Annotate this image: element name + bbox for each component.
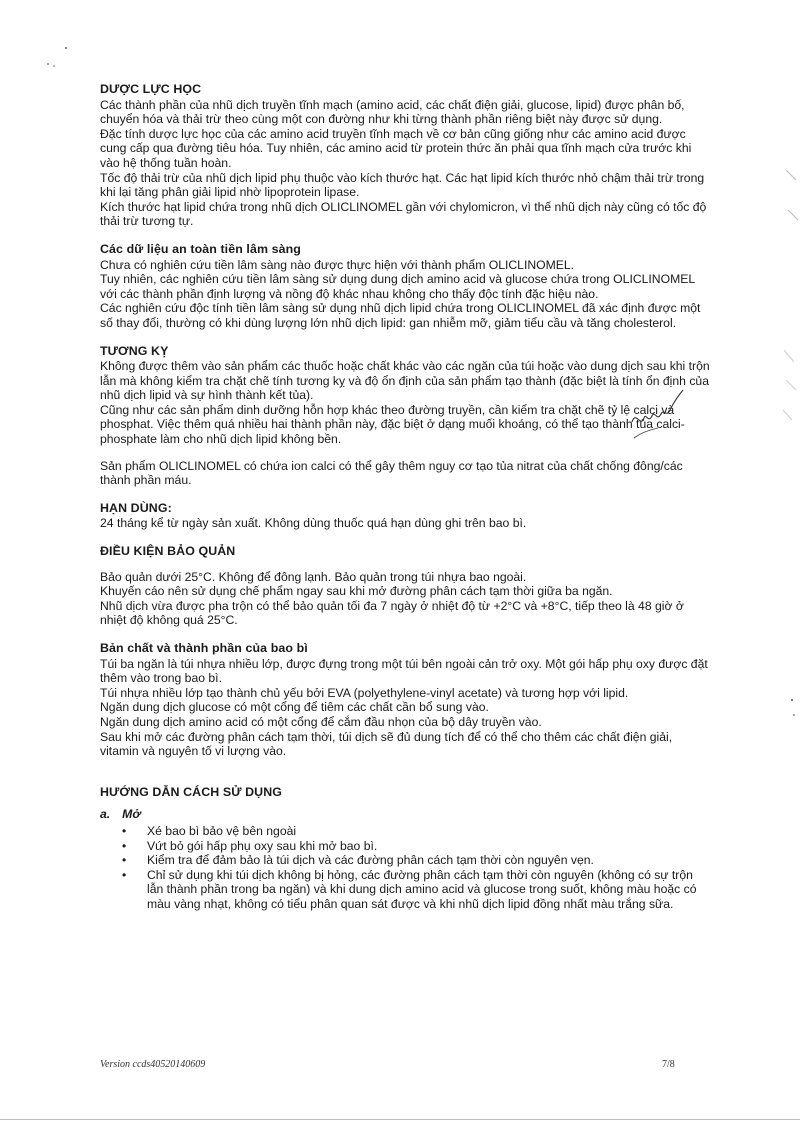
list-item: • Vứt bỏ gói hấp phụ oxy sau khi mở bao bì. (147, 839, 712, 854)
paragraph: Đặc tính dược lực học của các amino acid truyền tĩnh mạch về cơ bản cũng giống như các amino acid được cung cấp qua đường tiêu hóa. Tuy nhiên, các amino acid từ protein thức ăn phải qua tĩnh mạch cửa trước khi vào hệ thống tuần hoàn. (100, 126, 692, 170)
paragraph: Chưa có nghiên cứu tiền lâm sàng nào được thực hiện với thành phẩm OLICLINOMEL. (100, 257, 575, 272)
footer-page-number: 7/8 (662, 1059, 675, 1070)
section-incompatibilities (100, 344, 712, 488)
scan-specks (40, 40, 80, 70)
subsection-title (100, 807, 712, 822)
section-heading: DƯỢC LỰC HỌC (100, 82, 202, 96)
paragraph: Sản phẩm OLICLINOMEL có chứa ion calci có thể gây thêm nguy cơ tạo tủa nitrat của chất chống đông/các thành phần máu. (100, 458, 683, 488)
section-shelf-life (100, 501, 712, 531)
paragraph: Cũng như các sản phẩm dinh dưỡng hỗn hợp khác theo đường truyền, cần kiểm tra chặt chẽ tỷ lệ calci và phosphat. Việc thêm quá nhiều hai thành phần này, đặc biệt ở dạng muối khoáng, có thể tạo thành tủa calci-phosphate làm cho nhũ dịch lipid không bền. (100, 402, 685, 447)
paragraph: Túi ba ngăn là túi nhựa nhiều lớp, được đựng trong một túi bên ngoài cản trở oxy. Một gói hấp phụ oxy được đặt thêm vào trong bao bì. (100, 656, 708, 686)
subsection-label: Mở (122, 807, 141, 822)
section-heading: Các dữ liệu an toàn tiền lâm sàng (100, 241, 301, 256)
list-item: • Chỉ sử dụng khi túi dịch không bị hỏng, các đường phân cách tạm thời còn nguyên (không có sự trộn lẫn thành phần trong ba ngăn) và khi dung dịch amino acid và glucose trong suốt, không màu hoặc có màu vàng nhạt, không có tiểu phân quan sát được và khi nhũ dịch lipid đồng nhất màu trắng sữa. (147, 868, 712, 912)
scan-bottom-line (0, 1119, 800, 1120)
footer-version: Version ccds40520140609 (100, 1059, 206, 1070)
section-heading: TƯƠNG KỴ (100, 343, 169, 358)
paragraph: Các nghiên cứu độc tính tiền lâm sàng sử dụng nhũ dịch lipid chứa trong OLICLINOMEL đã xác định được một số thay đổi, thường có khi dùng lượng lớn nhũ dịch lipid: gan nhiễm mỡ, giảm tiểu cầu và tăng cholesterol. (100, 301, 701, 330)
paragraph: Ngăn dung dịch amino acid có một cổng để cắm đầu nhọn của bộ dây truyền vào. (100, 714, 542, 729)
paragraph: Túi nhựa nhiều lớp tạo thành chủ yếu bởi EVA (polyethylene-vinyl acetate) và tương hợp với lipid. (100, 685, 629, 700)
paragraph: Ngăn dung dịch glucose có một cổng để tiêm các chất cần bổ sung vào. (100, 700, 489, 715)
section-pharmacodynamics (100, 82, 712, 229)
section-preclinical-safety (100, 242, 712, 331)
paragraph: Các thành phần của nhũ dịch truyền tĩnh mạch (amino acid, các chất điện giải, glucose, lipid) được phân bố, chuyển hóa và thải trừ theo cùng một con đường như khi từng thành phần riêng biệt này được sử dụng. (100, 97, 685, 127)
subsection-letter: a. (100, 807, 111, 822)
paragraph: Khuyến cáo nên sử dụng chế phẩm ngay sau khi mở đường phân cách tạm thời giữa ba ngăn. (100, 584, 613, 599)
bullet-list (100, 824, 712, 912)
section-instructions (100, 785, 712, 912)
paragraph: Không được thêm vào sản phẩm các thuốc hoặc chất khác vào các ngăn của túi hoặc vào dung dịch sau khi trộn lẫn mà không kiểm tra chặt chẽ tính tương kỵ và độ ổn định của sản phẩm tạo thành (đặc biệt là tính ổn định của nhũ dịch lipid và sự hình thành kết tủa). (100, 359, 710, 403)
list-item: • Xé bao bì bảo vệ bên ngoài (147, 824, 712, 839)
section-storage (100, 544, 712, 628)
paragraph: Nhũ dịch vừa được pha trộn có thể bảo quản tối đa 7 ngày ở nhiệt độ từ +2°C và +8°C, tiếp theo là 48 giờ ở nhiệt độ không quá 25°C. (100, 598, 684, 628)
paragraph: Kích thước hạt lipid chứa trong nhũ dịch OLICLINOMEL gần với chylomicron, vì thế nhũ dịch này cũng có tốc độ thải trừ tương tự. (100, 199, 707, 229)
list-item: • Kiểm tra để đảm bảo là túi dịch và các đường phân cách tạm thời còn nguyên vẹn. (147, 853, 712, 868)
document-page (100, 82, 712, 925)
scan-edge-marks (778, 150, 800, 950)
paragraph: 24 tháng kể từ ngày sản xuất. Không dùng thuốc quá hạn dùng ghi trên bao bì. (100, 516, 527, 531)
paragraph: Sau khi mở các đường phân cách tạm thời, túi dịch sẽ đủ dung tích để có thể cho thêm các chất điện giải, vitamin và nguyên tố vi lượng vào. (100, 729, 673, 759)
paragraph: Tuy nhiên, các nghiên cứu tiền lâm sàng sử dụng dung dịch amino acid và glucose chứa trong OLICLINOMEL với các thành phần định lượng và nồng độ khác nhau không cho thấy độc tính đặc hiệu nào. (100, 272, 695, 301)
paragraph: Bảo quản dưới 25°C. Không để đông lạnh. Bảo quản trong túi nhựa bao ngoài. (100, 569, 527, 584)
section-heading: Bản chất và thành phần của bao bì (100, 641, 308, 655)
section-heading: HẠN DÙNG: (100, 500, 172, 515)
section-heading: HƯỚNG DẪN CÁCH SỬ DỤNG (100, 784, 283, 799)
handwritten-signature (628, 388, 686, 442)
paragraph: Tốc độ thải trừ của nhũ dịch lipid phụ thuộc vào kích thước hạt. Các hạt lipid kích thước nhỏ chậm thải trừ trong khi lại tăng phân giải lipid nhờ lipoprotein lipase. (100, 170, 705, 200)
section-packaging (100, 641, 712, 759)
section-heading: ĐIỀU KIỆN BẢO QUẢN (100, 544, 236, 559)
